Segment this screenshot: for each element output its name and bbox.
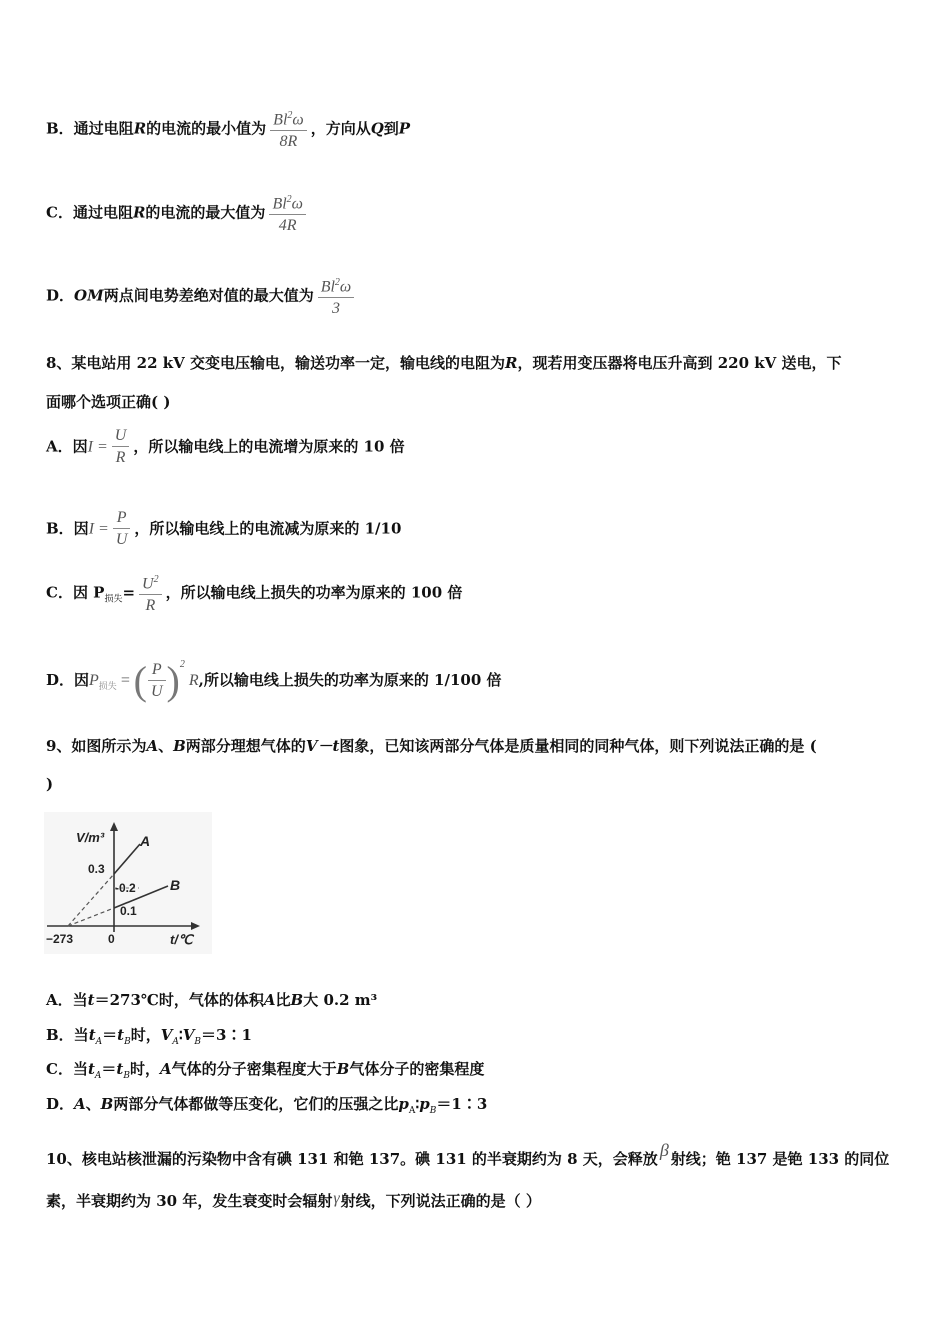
math-expr: I = — [87, 438, 108, 456]
q9-option-c[interactable]: C．当$t_A=t_B$时，A气体的分子密集程度大于B气体分子的密集程度 — [46, 1060, 485, 1081]
right-paren: ) — [166, 658, 180, 703]
math-var: R — [132, 203, 146, 222]
subscript: 损失 — [98, 682, 117, 692]
option-text: 的电流的最小值为 — [146, 119, 267, 138]
subscript: 损失 — [104, 594, 123, 605]
option-text: ，方向从 — [310, 119, 371, 138]
fraction: $\frac{U}{R}$ — [112, 426, 130, 469]
fraction: $\frac{Bl^2\omega}{8R}$ — [270, 106, 307, 153]
q8-option-c[interactable] — [46, 570, 462, 617]
q8-stem-line1: 8、某电站用 22 kV 交变电压输电，输送功率一定，输电线的电阻为R，现若用变压器将电压升高到 220 kV 送电，下 — [46, 354, 842, 372]
q9-option-b[interactable]: B．当$t_A=t_B$时，$V_A∶V_B=3∶1$ — [46, 1026, 252, 1047]
q10-stem-line1: 10、核电站核泄漏的污染物中含有碘 131 和铯 137。碘 131 的半衰期约为 8 天，会释放 β 射线；铯 137 是铯 133 的同位 — [46, 1140, 890, 1168]
option-text: = — [122, 583, 136, 602]
q8-stem-line2: 面哪个选项正确( ) — [46, 393, 171, 411]
q9-stem-line1: 9、如图所示为A、B两部分理想气体的V－t图象，已知该两部分气体是质量相同的同种气体，则下列说法正确的是 ( — [46, 737, 817, 755]
neg-273-label: −273 — [46, 932, 74, 946]
option-text: B．因 — [46, 519, 89, 538]
y-axis-label: V/m³ — [76, 830, 105, 845]
option-text: C．通过电阻 — [46, 203, 133, 222]
q7-option-d[interactable] — [46, 273, 358, 320]
q7-option-b[interactable] — [46, 106, 410, 153]
option-text: 两点间电势差绝对值的最大值为 — [103, 286, 314, 305]
fraction: $\frac{P}{U}$ — [148, 660, 166, 703]
q10-stem-line2: 素，半衰期约为 30 年，发生衰变时会辐射γ射线，下列说法正确的是（ ） — [46, 1190, 541, 1210]
option-text: ,所以输电线上损失的功率为原来的 1/100 倍 — [198, 671, 502, 689]
option-text: B．通过电阻 — [46, 119, 134, 138]
line-a-label: A — [140, 833, 151, 849]
math-var: R — [133, 119, 147, 138]
q9-stem-line2: ) — [46, 775, 54, 793]
origin-label: 0 — [108, 932, 115, 946]
math-var: P — [398, 119, 411, 138]
option-text: ，所以输电线上损失的功率为原来的 100 倍 — [165, 583, 463, 602]
gamma-symbol: γ — [333, 1190, 340, 1207]
fraction: $\frac{Bl^2\omega}{3}$ — [318, 273, 355, 320]
math-var: OM — [74, 286, 104, 305]
option-text: ，所以输电线上的电流增为原来的 10 倍 — [133, 437, 405, 456]
tick-0-3: 0.3 — [88, 862, 105, 876]
math-expr: I = — [88, 520, 109, 538]
fraction: $\frac{U^2}{R}$ — [139, 570, 162, 617]
q9-option-d[interactable]: D．A、B两部分气体都做等压变化，它们的压强之比$p_A∶p_B=1∶3$ — [46, 1095, 488, 1116]
q8-option-b[interactable] — [46, 508, 401, 551]
math-expr: = — [119, 672, 131, 689]
q8-option-d[interactable] — [46, 654, 502, 703]
q7-option-c[interactable] — [46, 190, 310, 237]
vt-graph — [44, 812, 212, 954]
left-paren: ( — [133, 658, 147, 703]
tick-0-2: -0.2 — [115, 881, 136, 895]
option-text: ，所以输电线上的电流减为原来的 1/10 — [134, 519, 402, 538]
fraction: $\frac{Bl^2\omega}{4R}$ — [269, 190, 306, 237]
x-axis-label: t/℃ — [170, 932, 193, 947]
superscript: 2 — [179, 659, 185, 670]
q9-option-a[interactable]: A．当t＝273℃时，气体的体积A比B大 0.2 m³ — [46, 991, 378, 1009]
option-text: D．因 — [46, 671, 90, 689]
q8-option-a[interactable] — [46, 426, 405, 469]
option-text: A．因 — [46, 437, 88, 456]
tick-0-1: 0.1 — [120, 904, 137, 918]
option-text: 到 — [383, 119, 399, 138]
math-var: R — [188, 672, 199, 689]
math-expr: P — [89, 672, 99, 689]
beta-symbol: β — [659, 1140, 669, 1160]
math-var: Q — [370, 119, 384, 138]
option-text: C．因 P — [46, 583, 105, 602]
fraction: $\frac{P}{U}$ — [113, 508, 131, 551]
line-b-label: B — [170, 877, 181, 893]
option-text: D． — [46, 286, 75, 305]
option-text: 的电流的最大值为 — [145, 203, 266, 222]
